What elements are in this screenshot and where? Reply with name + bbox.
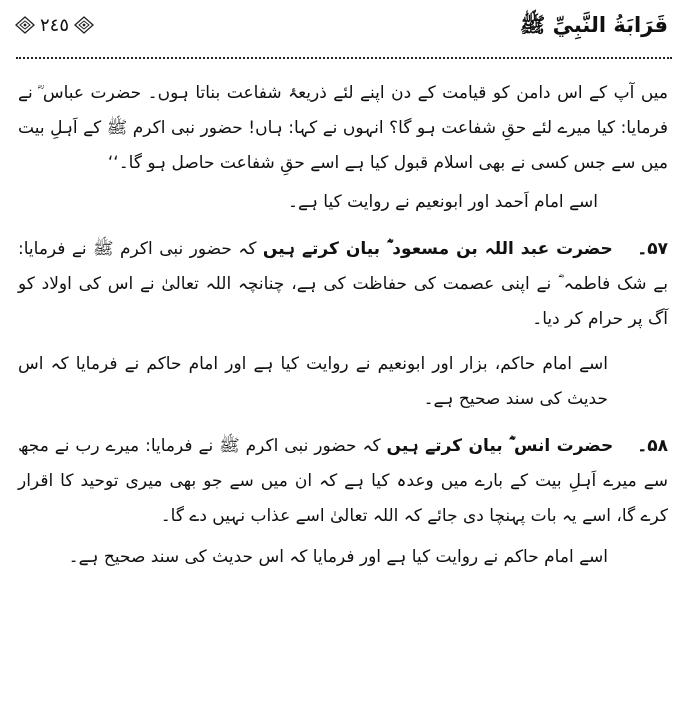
reference-note: اسے امام اَحمد اور ابونعیم نے روایت کیا ہے۔ [288,192,598,212]
left-ornament-icon [14,14,36,36]
hadith-58 [18,429,668,534]
hadith-narrator: حضرت انس ؓ بیان کرتے ہیں [386,436,614,456]
hadith-57 [18,232,668,337]
right-ornament-icon [73,14,95,36]
page-number-block [14,14,95,36]
hadith-text: کہ حضور نبی اکرم ﷺ نے فرمایا: میرے رب نے مجھ سے میرے اَہلِ بیت کے بارے میں وعدہ کیا ہے کہ ان میں سے جو بھی میری توحید کا اقرار کرے گا، اسے یہ بات پہنچا دی جائے کہ اللہ تعالیٰ اسے عذاب نہیں دے گا۔ [18,436,668,526]
reference-note: اسے امام حاکم نے روایت کیا ہے اور فرمایا کہ اس حدیث کی سند صحیح ہے۔ [68,547,608,567]
hadith-number: ۵۷۔ [637,239,668,259]
paragraph-continuation: میں آپ کے اس دامن کو قیامت کے دن اپنے لئے ذریعۂ شفاعت بناتا ہوں۔ حضرت عباس ؓ نے فرمایا: کیا میرے لئے حقِ شفاعت ہو گا؟ انہوں نے کہا: ہاں! حضور نبی اکرم ﷺ کے اَہلِ بیت میں سے جس کسی نے بھی اسلام قبول کیا ہے اسے حقِ شفاعت حاصل ہو گا۔‘‘ [18,83,668,173]
hadith-narrator: حضرت عبد اللہ بن مسعود ؓ بیان کرتے ہیں [262,239,613,259]
book-title: قَرَابَةُ النَّبِيِّ ﷺ [519,13,668,37]
header-divider [16,57,672,59]
page-body [18,76,668,575]
page-number: ٢٤٥ [40,14,70,36]
page-header [0,10,688,46]
hadith-text: کہ حضور نبی اکرم ﷺ نے فرمایا: بے شک فاطمہ ؓ نے اپنی عصمت کی حفاظت کی ہے، چنانچہ اللہ تعالیٰ نے اس کی اولاد کو آگ پر حرام کر دیا۔ [18,239,668,329]
hadith-number: ۵۸۔ [637,436,669,456]
reference-note: اسے امام حاکم، بزار اور ابونعیم نے روایت کیا ہے اور امام حاکم نے فرمایا کہ اس حدیث کی سند صحیح ہے۔ [18,354,608,409]
